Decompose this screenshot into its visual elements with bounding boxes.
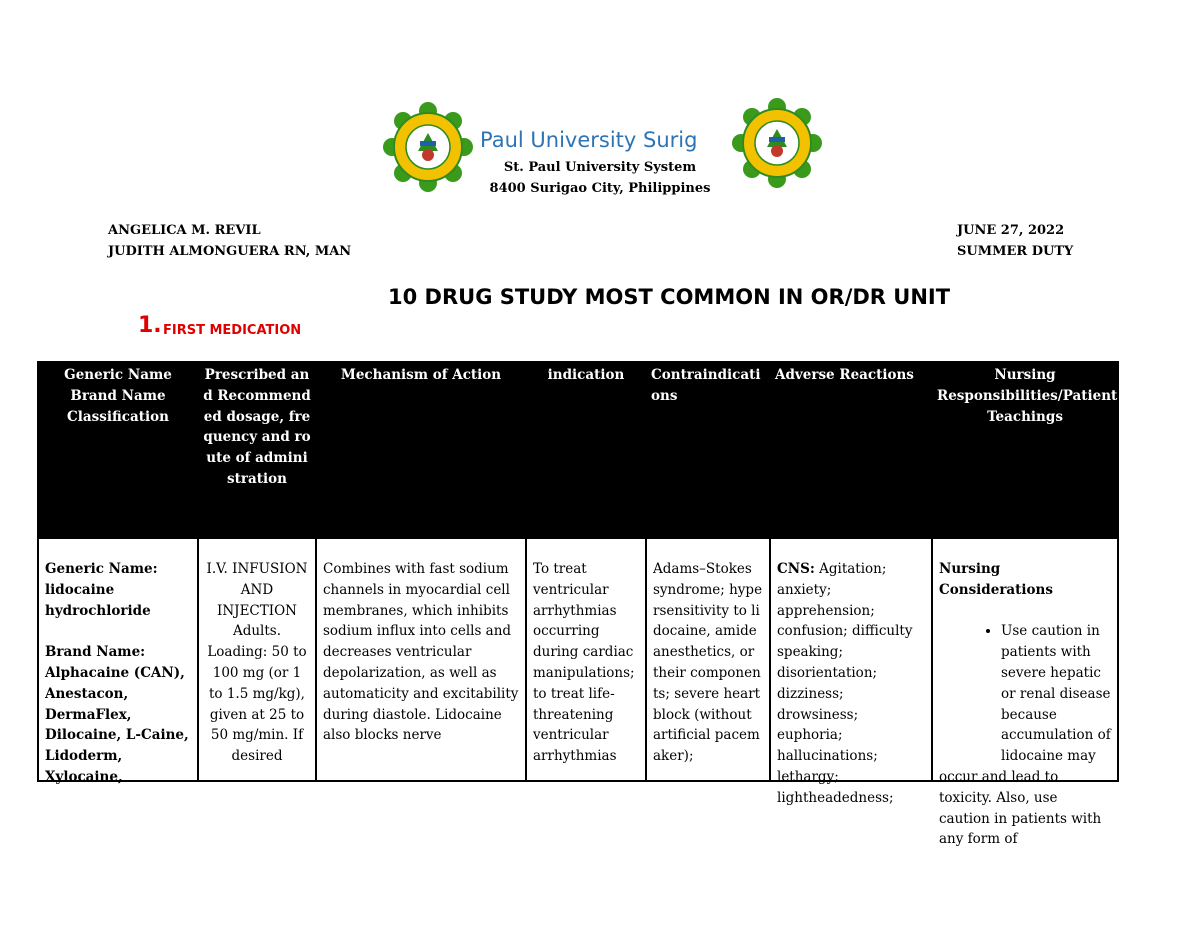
page-title: 10 DRUG STUDY MOST COMMON IN OR/DR UNIT (388, 285, 951, 309)
list-item: • Use caution in patients with severe hepatic or renal disease because accumulation of lidocaine may (1001, 621, 1111, 767)
university-name: Paul University Surig (480, 128, 698, 152)
medication-number: 1. (138, 313, 162, 338)
cell-contraindications (646, 538, 770, 781)
header-generic-name: Generic Name Brand Name Classification (38, 362, 198, 538)
dosage-text: I.V. INFUSION AND INJECTION Adults. Loading: 50 to 100 mg (or 1 to 1.5 mg/kg), given at 25 to 50 mg/min. If desired (206, 561, 308, 765)
brand-value: Alphacaine (CAN), Anestacon, DermaFlex, Dilocaine, L-Caine, Lidoderm, Xylocaine, (45, 664, 189, 785)
cell-indication (526, 538, 646, 781)
contraindications-text: Adams–Stokes syndrome; hypersensitivity to lidocaine, amide anesthetics, or their components; severe heart block (without artificial pacemaker); (653, 561, 763, 765)
header-adverse-reactions: Adverse Reactions (770, 362, 932, 538)
header-dosage: Prescribed and Recommended dosage, frequency and route of administration (198, 362, 316, 538)
adverse-text: Agitation; anxiety; apprehension; confusion; difficulty speaking; disorientation; dizziness; drowsiness; euphoria; hallucinations; lethargy; lightheadedness; (777, 561, 913, 806)
header-contraindications: Contraindications (646, 362, 770, 538)
header-mechanism: Mechanism of Action (316, 362, 526, 538)
generic-label: Generic Name: (45, 561, 158, 577)
date: JUNE 27, 2022 (957, 223, 1065, 238)
student-name: ANGELICA M. REVIL (108, 223, 261, 238)
university-seal-left (384, 103, 472, 191)
table-row (38, 538, 1118, 781)
nursing-continued: occur and lead to toxicity. Also, use caution in patients with any form of (939, 768, 1102, 848)
nursing-list (939, 621, 1111, 767)
cell-dosage (198, 538, 316, 781)
header-indication: indication (526, 362, 646, 538)
medication-label: FIRST MEDICATION (163, 323, 302, 338)
table-header-row (38, 362, 1118, 538)
university-address: 8400 Surigao City, Philippines (489, 181, 711, 196)
generic-value: lidocaine hydrochloride (45, 581, 151, 619)
cell-adverse-reactions (770, 538, 932, 806)
adverse-category-label: CNS: (777, 561, 815, 577)
cell-generic-brand (38, 538, 198, 785)
drug-study-table (37, 361, 1119, 848)
cell-mechanism (316, 538, 526, 781)
instructor-name: JUDITH ALMONGUERA RN, MAN (108, 244, 352, 259)
indication-text: To treat ventricular arrhythmias occurring during cardiac manipulations; to treat life-threatening ventricular arrhythmias (533, 561, 635, 765)
mechanism-text: Combines with fast sodium channels in myocardial cell membranes, which inhibits sodium influx into cells and decreases ventricular depolarization, as well as automaticity and excitability during diastole. Lidocaine also blocks nerve (323, 561, 519, 744)
header-nursing-responsibilities: Nursing Responsibilities/Patient Teachings (932, 362, 1118, 538)
duty-type: SUMMER DUTY (957, 244, 1074, 259)
university-system: St. Paul University System (503, 160, 697, 175)
cell-nursing (932, 538, 1118, 848)
brand-label: Brand Name: (45, 644, 146, 661)
nursing-title: Nursing Considerations (939, 561, 1053, 598)
